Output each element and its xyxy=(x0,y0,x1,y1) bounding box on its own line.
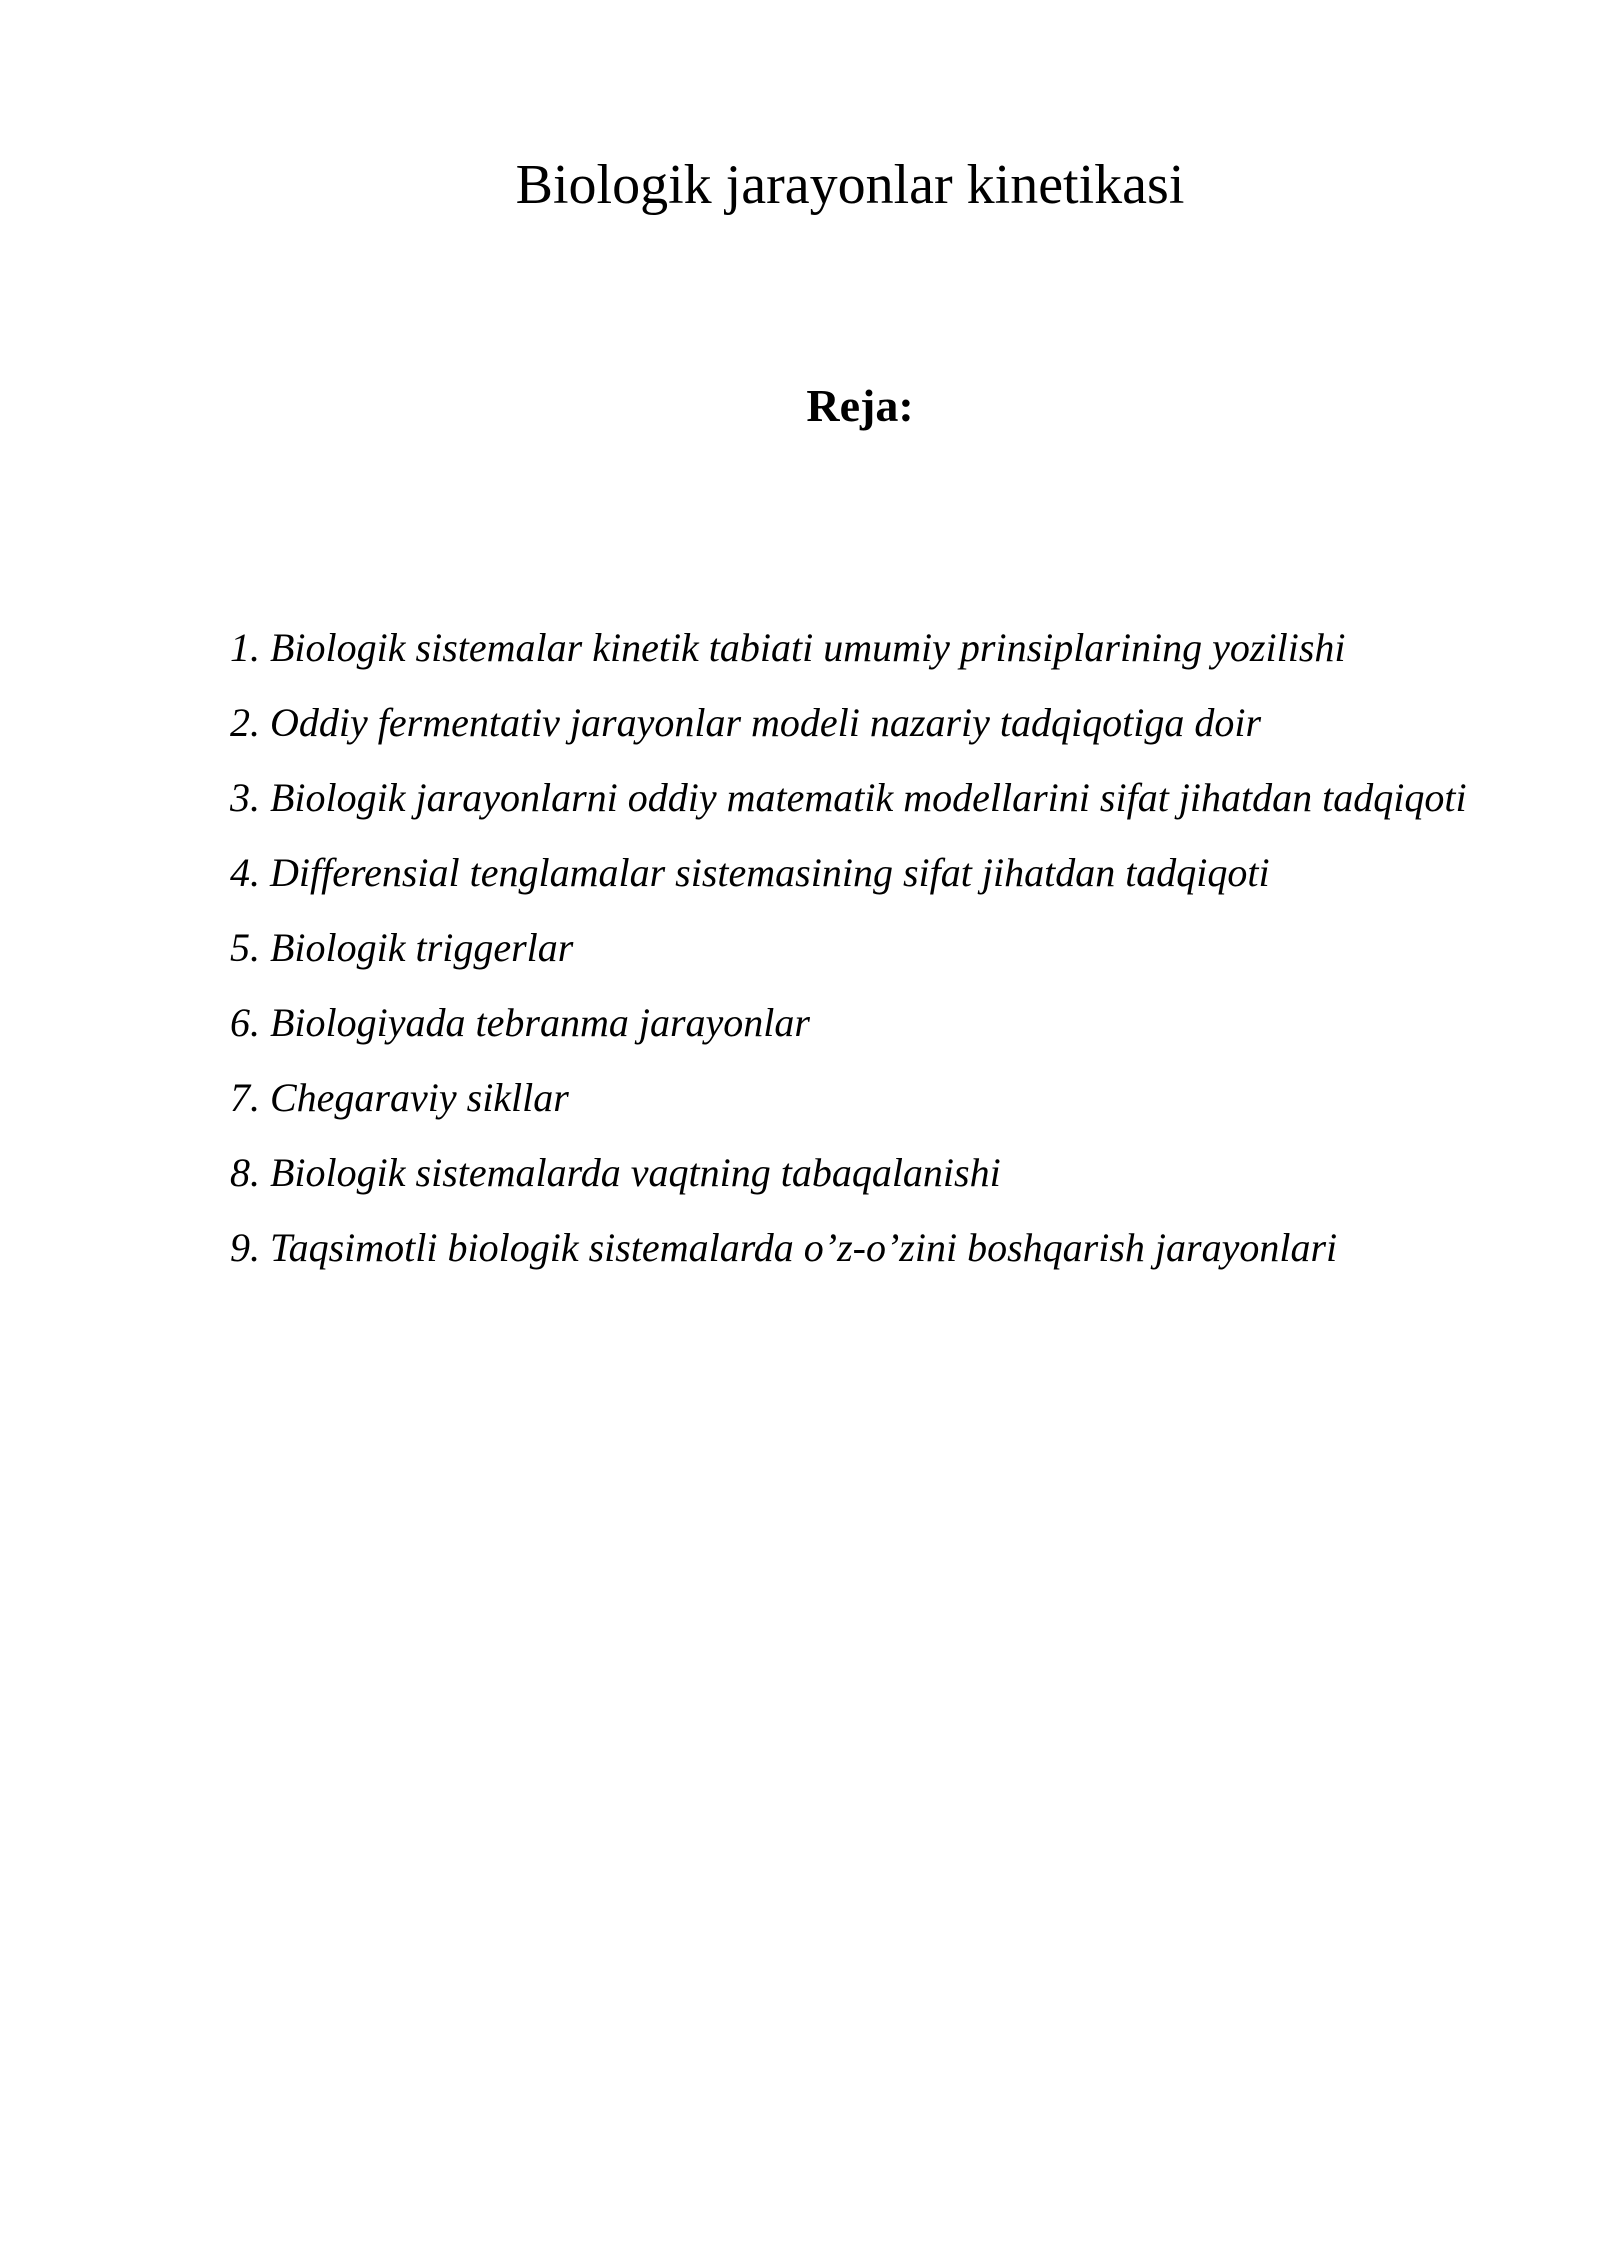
plan-item: 7. Chegaraviy sikllar xyxy=(230,1075,569,1120)
plan-item: 9. Taqsimotli biologik sistemalarda o’z-o’zini boshqarish jarayonlari xyxy=(230,1225,1338,1270)
plan-item: 1. Biologik sistemalar kinetik tabiati umumiy prinsiplarining yozilishi xyxy=(230,625,1346,670)
plan-item: 4. Differensial tenglamalar sistemasining sifat jihatdan tadqiqoti xyxy=(230,850,1270,895)
plan-item: 8. Biologik sistemalarda vaqtning tabaqalanishi xyxy=(230,1150,1001,1195)
document-title: Biologik jarayonlar kinetikasi xyxy=(515,154,1185,216)
plan-item: 5. Biologik triggerlar xyxy=(230,925,574,970)
plan-item: 6. Biologiyada tebranma jarayonlar xyxy=(230,1000,810,1045)
plan-item: 3. Biologik jarayonlarni oddiy matematik modellarini sifat jihatdan tadqiqoti xyxy=(230,775,1467,820)
plan-heading: Reja: xyxy=(806,380,914,431)
plan-item: 2. Oddiy fermentativ jarayonlar modeli nazariy tadqiqotiga doir xyxy=(230,700,1262,745)
plan-list xyxy=(230,610,1480,1285)
